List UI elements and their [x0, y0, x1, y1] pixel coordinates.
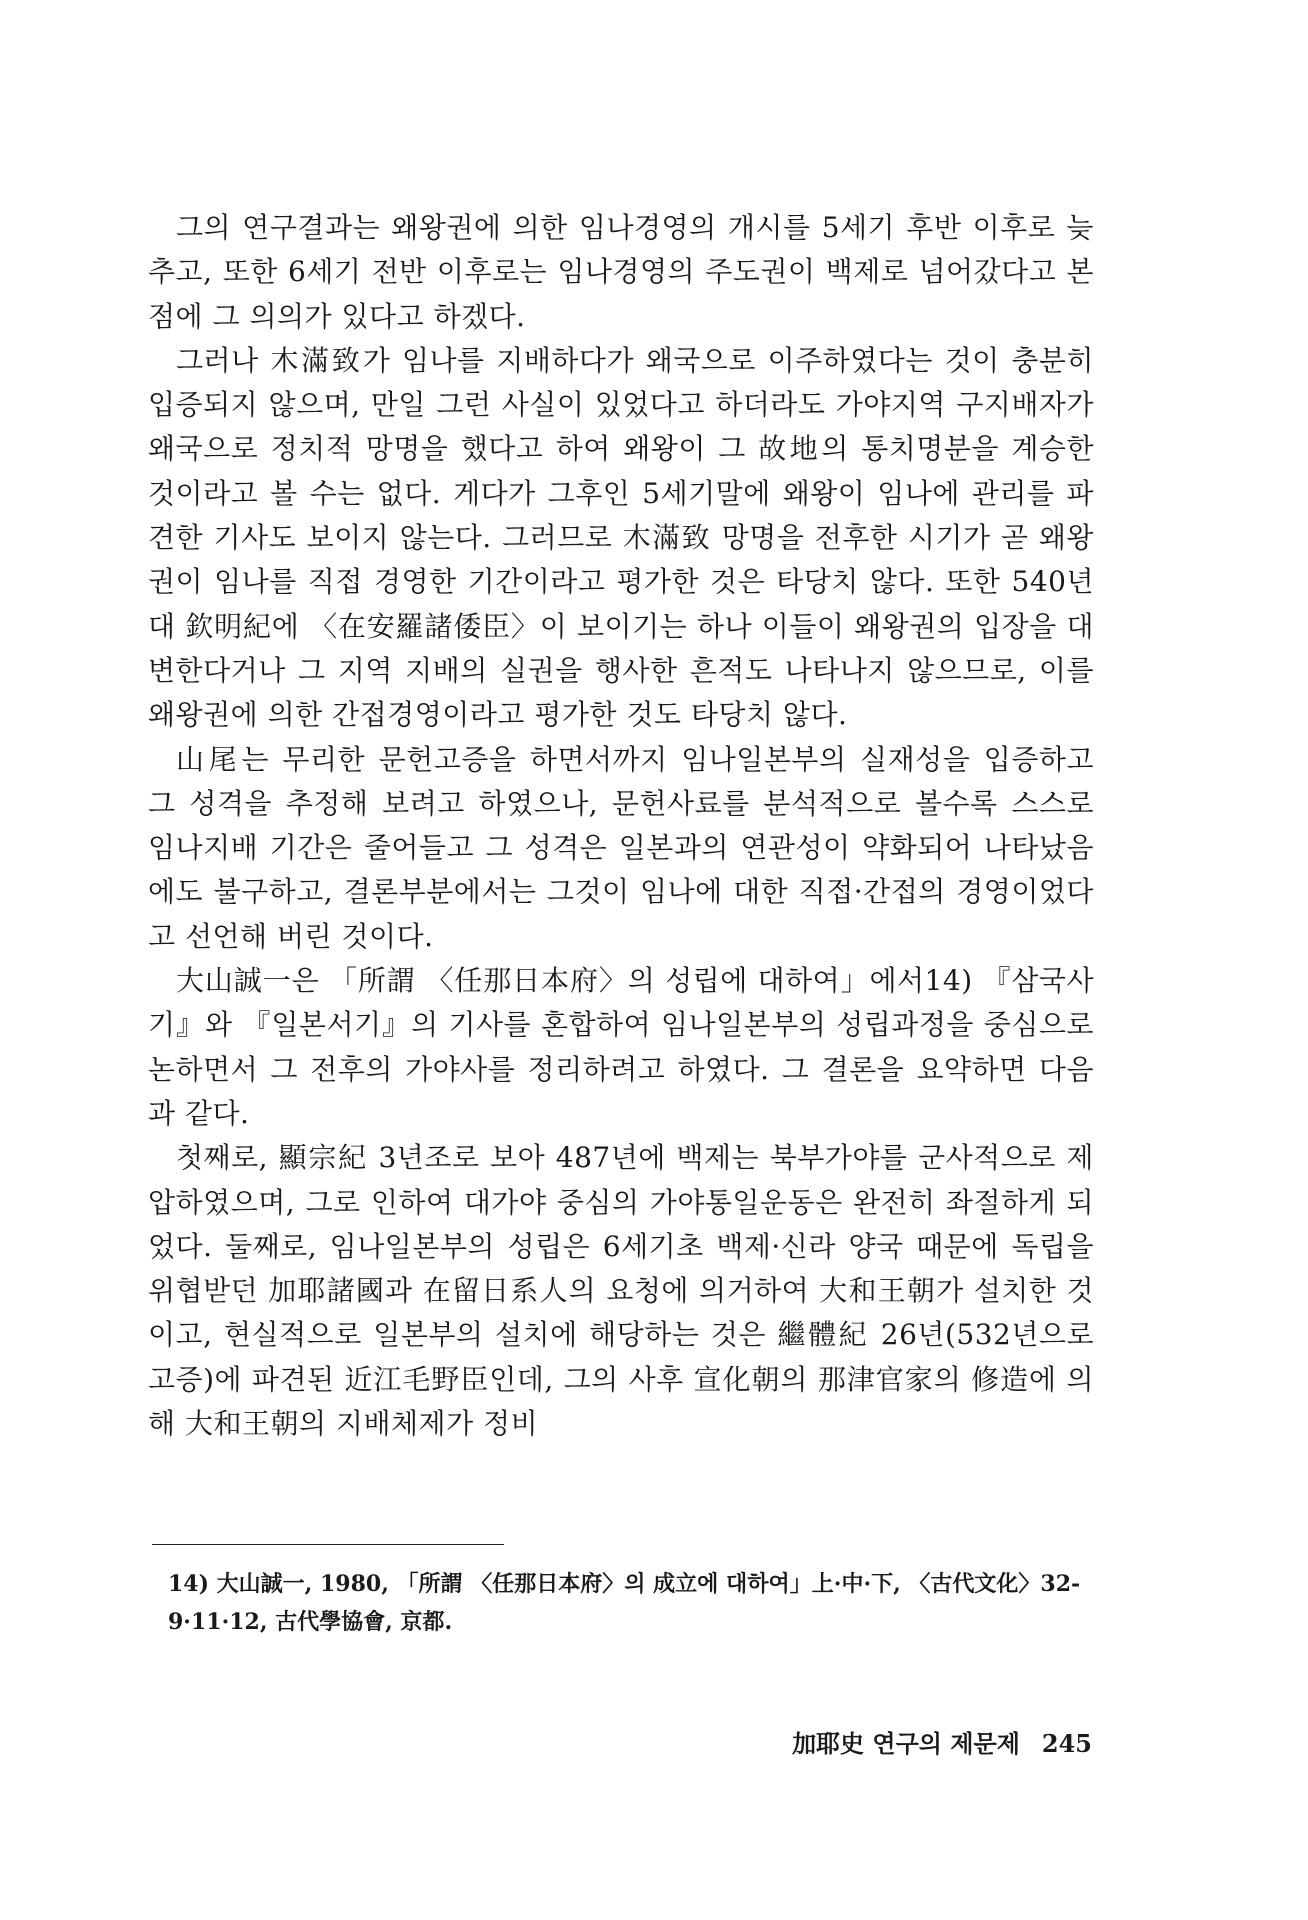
paragraph: 첫째로, 顯宗紀 3년조로 보아 487년에 백제는 북부가야를 군사적으로 제압하였으며, 그로 인하여 대가야 중심의 가야통일운동은 완전히 좌절하게 되었다. 둘째로, 임나일본부의 성립은 6세기초 백제·신라 양국 때문에 독립을 위협받던 加耶諸國과 在留日系人의 요청에 의거하여 大和王朝가 설치한 것이고, 현실적으로 일본부의 설치에 해당하는 것은 繼體紀 26년(532년으로 고증)에 파견된 近江毛野臣인데, 그의 사후 宣化朝의 那津官家의 修造에 의해 大和王朝의 지배체제가 정비 [148, 1141, 1094, 1441]
page-number: 245 [1041, 1729, 1092, 1758]
paragraph: 山尾는 무리한 문헌고증을 하면서까지 임나일본부의 실재성을 입증하고 그 성격을 추정해 보려고 하였으나, 문헌사료를 분석적으로 볼수록 스스로 임나지배 기간은 줄어들고 그 성격은 일본과의 연관성이 약화되어 나타났음에도 불구하고, 결론부분에서는 그것이 임나에 대한 직접·간접의 경영이었다고 선언해 버린 것이다. [148, 742, 1094, 953]
paragraph: 그의 연구결과는 왜왕권에 의한 임나경영의 개시를 5세기 후반 이후로 늦추고, 또한 6세기 전반 이후로는 임나경영의 주도권이 백제로 넘어갔다고 본 점에 그 의의가 있다고 하겠다. [148, 211, 1094, 333]
running-title: 加耶史 연구의 제문제 [792, 1729, 1020, 1758]
footnote: 14) 大山誠一, 1980, 「所謂 〈任那日本府〉의 成立에 대하여」上·中·下, 〈古代文化〉32-9·11·12, 古代學協會, 京都. [168, 1571, 1081, 1635]
paragraph: 大山誠一은 「所謂 〈任那日本府〉의 성립에 대하여」에서14) 『삼국사기』와 『일본서기』의 기사를 혼합하여 임나일본부의 성립과정을 중심으로 논하면서 그 전후의 가야사를 정리하려고 하였다. 그 결론을 요약하면 다음과 같다. [148, 964, 1094, 1130]
footnote-divider [152, 1544, 504, 1545]
main-text [148, 206, 1094, 1446]
paragraph: 그러나 木滿致가 임나를 지배하다가 왜국으로 이주하였다는 것이 충분히 입증되지 않으며, 만일 그런 사실이 있었다고 하더라도 가야지역 구지배자가 왜국으로 정치적 망명을 했다고 하여 왜왕이 그 故地의 통치명분을 계승한 것이라고 볼 수는 없다. 게다가 그후인 5세기말에 왜왕이 임나에 관리를 파견한 기사도 보이지 않는다. 그러므로 木滿致 망명을 전후한 시기가 곧 왜왕권이 임나를 직접 경영한 기간이라고 평가한 것은 타당치 않다. 또한 540년대 欽明紀에 〈在安羅諸倭臣〉이 보이기는 하나 이들이 왜왕권의 입장을 대변한다거나 그 지역 지배의 실권을 행사한 흔적도 나타나지 않으므로, 이를 왜왕권에 의한 간접경영이라고 평가한 것도 타당치 않다. [148, 343, 1094, 732]
page-footer [792, 1724, 1092, 1759]
